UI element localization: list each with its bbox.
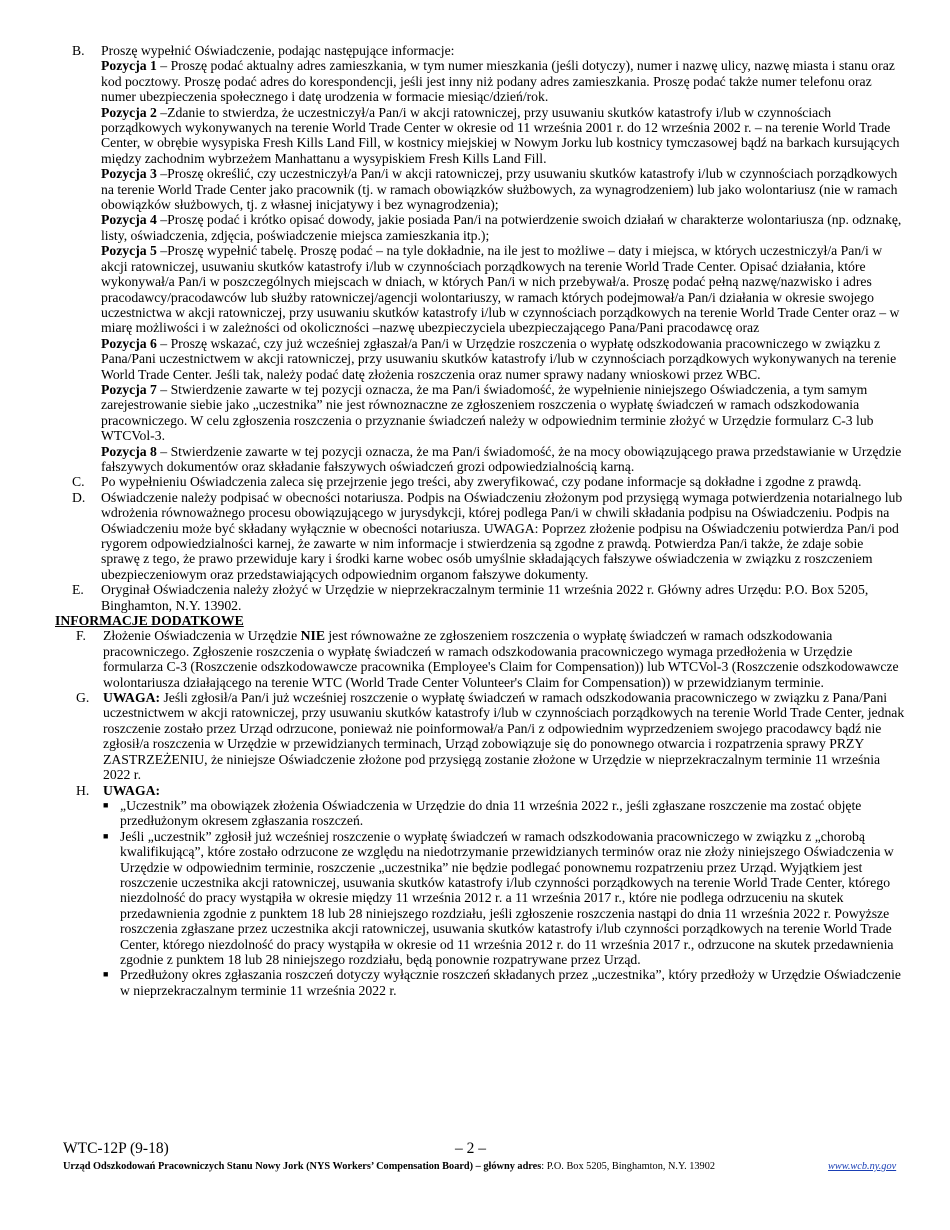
section-b-body: [101, 43, 905, 474]
board-address: : P.O. Box 5205, Binghamton, N.Y. 13902: [541, 1161, 715, 1172]
section-h-body: [103, 783, 905, 999]
pozycja-7: [101, 382, 905, 444]
form-code: WTC-12P (9-18): [63, 1140, 169, 1157]
section-c-text: Po wypełnieniu Oświadczenia zaleca się przejrzenie jego treści, aby zweryfikować, czy podane informacje są dokładne i zgodne z prawdą.: [101, 474, 862, 490]
section-h-heading: UWAGA:: [103, 782, 161, 798]
pozycja-text: –Proszę podać i krótko opisać dowody, jakie posiada Pan/i na potwierdzenie swoich działań w charakterze wolontariusza (np. odznakę, listy, oświadczenia, zdjęcia, poświadczenie miejsca zamieszkania itp.);: [101, 212, 902, 243]
square-bullet-icon: ■: [103, 830, 109, 841]
section-h: [55, 783, 905, 999]
bullet-text: Przedłużony okres zgłaszania roszczeń dotyczy wyłącznie roszczeń składanych przez „uczestnika”, który przedłoży w Urzędzie Oświadczenie w nieprzekraczalnym terminie 11 września 2022 r.: [120, 967, 901, 998]
pozycja-text: – Stwierdzenie zawarte w tej pozycji oznacza, że ma Pan/i świadomość, że na mocy obowiązującego prawa przedstawianie w Urzędzie fałszywych dokumentów oraz składanie fałszywych oświadczeń grozi odpowiedzialnością karną.: [101, 443, 902, 474]
instructions-body: [55, 43, 905, 998]
section-letter: C.: [72, 474, 85, 490]
section-g-warning-text: Jeśli zgłosił/a Pan/i już wcześniej roszczenie o wypłatę świadczeń w ramach odszkodowania pracowniczego w związku z Pana/Pani uczestnictwem w akcji ratowniczej, przy usuwaniu skutków katastrofy i/lub w czynnościach porządkowych na terenie World Trade Center, jednak roszczenie zostało przez Urząd odrzucone, ponieważ nie poinformował/a Pan/i z odpowiednim wyprzedzeniem swojego pracodawcy bądź nie zgłosił/a roszczenia w Urzędzie w przewidzianych terminach, Urząd zobowiązuje się do ponownego otwarcia i rozpatrzenia sprawy PRZY ZASTRZEŻENIU, że niniejsze Oświadczenie złożone pod przysięgą zostanie złożone w Urzędzie w nieprzekraczalnym terminie 11 września 2022 r.: [103, 690, 905, 783]
bullet-text: Jeśli „uczestnik” zgłosił już wcześniej roszczenie o wypłatę świadczeń w ramach odszkodowania pracowniczego w związku z „chorobą kwalifikującą”, które zostało odrzucone ze względu na niedotrzymanie przewidzianych terminów oraz nie złoży niniejszego Oświadczenia w Urzędzie w odpowiednim terminie, roszczenie „uczestnika” nie będzie podlegać ponownemu rozpatrzeniu przez Urząd. Wyjątkiem jest roszczenie uczestnika akcji ratowniczej, usuwania skutków katastrofy i/lub czynności porządkowych na terenie World Trade Center, którego niezdolność do pracy wystąpiła w okresie między 11 września 2012 r. a 11 września 2017 r., które nie podlega odrzuceniu na skutek przedawnienia zgodnie z punktem 18 lub 28 niniejszego rozdziału, jeśli zgłoszenie roszczenia nastąpi do dnia 11 września 2022 r. Powyższe roszczenia zgłaszane przez uczestnika akcji ratowniczej, usuwania skutków katastrofy i/lub czynności porządkowych na terenie World Trade Center, którego niezdolność do pracy wystąpiła w okresie od 11 września 2012 r. do 11 września 2017 r., odrzucone na skutek przedawnienia zgodnie z punktem 18 lub 28 niniejszego rozdziału, będą ponownie rozpatrywane przez Urząd.: [120, 828, 894, 967]
pozycja-8: [101, 444, 905, 475]
board-address-line: [63, 1161, 715, 1173]
section-letter: G.: [76, 690, 90, 706]
section-letter: D.: [72, 489, 86, 505]
section-b: [55, 43, 905, 474]
pozycja-text: –Proszę wypełnić tabelę. Proszę podać – na tyle dokładnie, na ile jest to możliwe – daty i miejsca, w których uczestniczył/a Pan/i w akcji ratowniczej, usuwaniu skutków katastrofy i/lub w czynnościach porządkowych na terenie World Trade Center. Opisać działania, które wykonywał/a Pan/i w poszczególnych miejscach w dniach, w których Pan/i w nich przebywał/a. Proszę podać pełną nazwę/nazwisko i adres pracodawcy/pracodawców lub służby ratowniczej/agencji wolontariuszy, w ramach których podejmował/a Pan/i działania w okresie swojego uczestnictwa w akcji ratowniczej, przy usuwaniu skutków katastrofy i/lub w czynnościach porządkowych na terenie World Trade Center oraz – w miarę możliwości i w zależności od okoliczności –nazwę ubezpieczyciela ubezpieczającego Pana/Pani pracodawcę oraz: [101, 243, 900, 336]
section-g-text: [103, 690, 905, 782]
pozycja-text: – Proszę wskazać, czy już wcześniej zgłaszał/a Pan/i w Urzędzie roszczenia o wypłatę odszkodowania pracowniczego w związku z Pana/Pani uczestnictwem w akcji ratowniczej, przy usuwaniu skutków katastrofy i/lub w czynnościach porządkowych wykonywanych na terenie World Trade Center. Jeśli tak, należy podać datę złożenia roszczenia oraz numer sprawy nadany wnioskowi przez WBC.: [101, 335, 897, 382]
section-letter: H.: [76, 782, 90, 798]
pozycja-label: Pozycja 5: [101, 243, 157, 259]
section-f-text-before: Złożenie Oświadczenia w Urzędzie: [103, 628, 301, 644]
section-b-intro: Proszę wypełnić Oświadczenie, podając następujące informacje:: [101, 43, 455, 58]
section-letter: B.: [72, 43, 85, 58]
section-f-emphasis: NIE: [300, 628, 325, 644]
pozycja-label: Pozycja 1: [101, 58, 157, 74]
pozycja-label: Pozycja 2: [101, 104, 157, 120]
pozycja-1: [101, 58, 905, 104]
pozycja-label: Pozycja 6: [101, 335, 157, 351]
pozycja-3: [101, 166, 905, 212]
pozycja-label: Pozycja 8: [101, 443, 157, 459]
bullet-text: „Uczestnik” ma obowiązek złożenia Oświadczenia w Urzędzie do dnia 11 września 2022 r., jeśli zgłaszane roszczenie ma zostać objęte przedłużonym okresem zgłaszania roszczeń.: [120, 797, 862, 829]
pozycja-2: [101, 105, 905, 167]
section-f-text: [103, 628, 905, 690]
list-item: [103, 829, 905, 968]
section-letter: F.: [76, 628, 86, 644]
section-g: [55, 690, 905, 782]
section-h-bullet-list: [103, 798, 905, 998]
pozycja-label: Pozycja 7: [101, 381, 157, 397]
section-g-warning-label: UWAGA:: [103, 690, 161, 706]
square-bullet-icon: ■: [103, 969, 109, 980]
additional-info-heading: INFORMACJE DODATKOWE: [55, 613, 244, 629]
list-item: [103, 798, 905, 829]
pozycja-label: Pozycja 3: [101, 166, 157, 182]
section-letter: E.: [72, 582, 84, 598]
section-d-text: Oświadczenie należy podpisać w obecności notariusza. Podpis na Oświadczeniu złożonym pod przysięgą wymaga potwierdzenia notarialnego lub wdrożenia równoważnego procesu obowiązującego w jurysdykcji, której podlega Pan/i w chwili składania podpisu na Oświadczeniu. Podpis na Oświadczeniu może być składany wyłącznie w obecności notariusza. UWAGA: Poprzez złożenie podpisu na Oświadczeniu potwierdza Pan/i pod rygorem odpowiedzialności karnej, że zawarte w nim informacje i stwierdzenia są zgodne z prawdą. Potwierdza Pan/i także, że zdaje sobie sprawę z tego, że prawo przewiduje kary i środki karne wobec osób umyślnie składających fałszywe oświadczenia w związku z roszczeniem ubezpieczeniowym oraz przedstawiających odpowiednim organom fałszywe dokumenty.: [101, 489, 903, 582]
section-e: [55, 582, 905, 613]
pozycja-text: –Proszę określić, czy uczestniczył/a Pan/i w akcji ratowniczej, przy usuwaniu skutków katastrofy i/lub w czynnościach porządkowych na terenie World Trade Center jako pracownik (tj. w ramach obowiązków służbowych, za wynagrodzeniem) lub jako wolontariusz (nie w ramach obowiązków służbowych, tj. z własnej inicjatywy i bez wynagrodzenia);: [101, 166, 898, 213]
section-f: [55, 628, 905, 690]
pozycja-text: – Proszę podać aktualny adres zamieszkania, w tym numer mieszkania (jeśli dotyczy), numer i nazwę ulicy, nazwę miasta i stanu oraz kod pocztowy. Proszę podać adres do korespondencji, jeśli jest inny niż podany adres zamieszkania. Proszę podać także numer telefonu oraz numer ubezpieczenia społecznego i datę urodzenia w formacie miesiąc/dzień/rok.: [101, 58, 895, 105]
square-bullet-icon: ■: [103, 799, 109, 810]
section-e-text: Oryginał Oświadczenia należy złożyć w Urzędzie w nieprzekraczalnym terminie 11 września 2022 r. Główny adres Urzędu: P.O. Box 5205, Binghamton, N.Y. 13902.: [101, 582, 869, 613]
board-name: Urząd Odszkodowań Pracowniczych Stanu Nowy Jork (NYS Workers’ Compensation Board) – główny adres: [63, 1161, 542, 1172]
website-link[interactable]: www.wcb.ny.gov: [828, 1161, 897, 1172]
section-c: [55, 474, 905, 489]
section-f-text-after: jest równoważne ze zgłoszeniem roszczenia o wypłatę świadczeń w ramach odszkodowania pracowniczego. Zgłoszenie roszczenia o wypłatę świadczeń w ramach odszkodowania pracowniczego wymaga przedłożenia w Urzędzie formularza C-3 (Roszczenie odszkodowawcze pracownika (Employee's Claim for Compensation)) lub WTCVol-3 (Roszczenie odszkodowawcze wolontariusza działającego na terenie WTC (World Trade Center Volunteer's Claim for Compensation)) w przewidzianym terminie.: [103, 628, 899, 690]
pozycja-5: [101, 243, 905, 335]
section-d: [55, 490, 905, 582]
pozycja-4: [101, 212, 905, 243]
pozycja-6: [101, 336, 905, 382]
pozycja-label: Pozycja 4: [101, 212, 157, 228]
page-number: – 2 –: [455, 1140, 486, 1157]
pozycja-text: – Stwierdzenie zawarte w tej pozycji oznacza, że ma Pan/i świadomość, że wypełnienie niniejszego Oświadczenia, a tym samym zarejestrowanie siebie jako „uczestnika” nie jest równoznaczne ze zgłoszeniem roszczenia o wypłatę świadczeń w ramach odszkodowania pracowniczego. W celu zgłoszenia roszczenia o przyznanie świadczeń należy w odpowiednim terminie złożyć w Urzędzie formularz C-3 lub WTCVol-3.: [101, 381, 874, 444]
pozycja-text: –Zdanie to stwierdza, że uczestniczył/a Pan/i w akcji ratowniczej, przy usuwaniu skutków katastrofy i/lub w czynnościach porządkowych wykonywanych na terenie World Trade Center w okresie od 11 września 2001 r. do 12 września 2002 r. – na terenie World Trade Center, w obrębie wysypiska Fresh Kills Land Fill, w kostnicy miejskiej w Nowym Jorku lub kostnicy tymczasowej bądź na barkach kursujących między zachodnim wybrzeżem Manhattanu a wysypiskiem Fresh Kills Land Fill.: [101, 104, 900, 166]
list-item: [103, 967, 905, 998]
